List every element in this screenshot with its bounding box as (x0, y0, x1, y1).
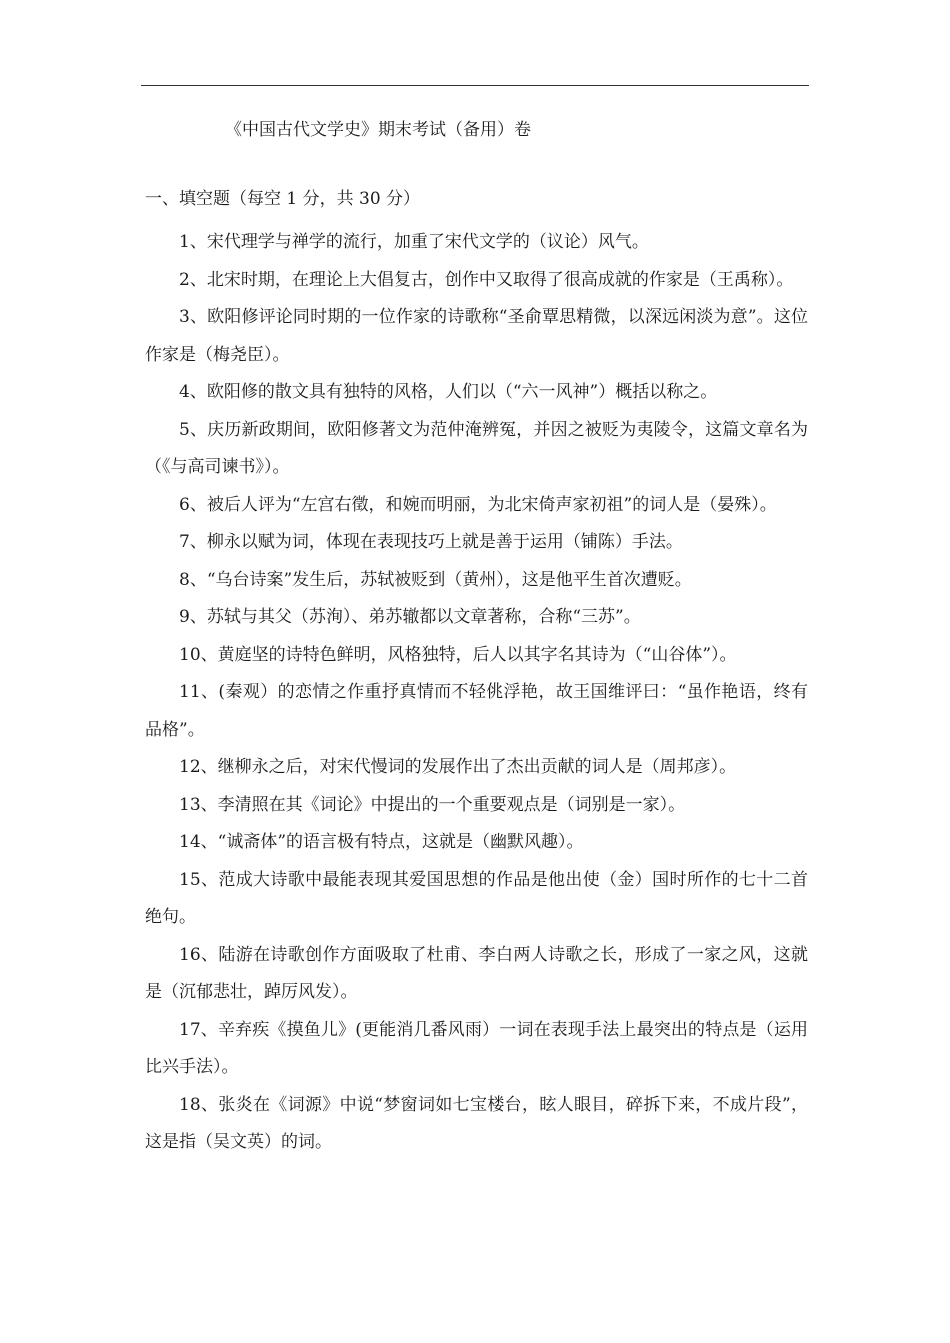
document-title: 《中国古代文学史》期末考试（备用）卷 (225, 120, 531, 140)
question-item: 14、“诚斋体”的语言极有特点，这就是（幽默风趣）。 (179, 832, 584, 852)
question-item: 2、北宋时期，在理论上大倡复古，创作中又取得了很高成就的作家是（王禹称）。 (179, 269, 794, 290)
question-item: 3、欧阳修评论同时期的一位作家的诗歌称“圣俞覃思精微，以深远闲淡为意”。这位作家是（梅尧臣）。 (145, 307, 808, 365)
question-item: 1、宋代理学与禅学的流行，加重了宋代文学的（议论）风气。 (179, 232, 649, 252)
question-item: 8、“乌台诗案”发生后，苏轼被贬到（黄州），这是他平生首次遭贬。 (179, 569, 692, 590)
question-item: 16、陆游在诗歌创作方面吸取了杜甫、李白两人诗歌之长，形成了一家之风，这就是（沉郁悲壮，踔厉风发）。 (145, 944, 808, 1002)
question-item: 18、张炎在《词源》中说“梦窗词如七宝楼台，眩人眼目，碎拆下来，不成片段”，这是指（吴文英）的词。 (145, 1094, 808, 1152)
question-item: 17、辛弃疾《摸鱼儿》(更能消几番风雨）一词在表现手法上最突出的特点是（运用比兴手法）。 (145, 1019, 808, 1077)
question-item: 5、庆历新政期间，欧阳修著文为范仲淹辨冤，并因之被贬为夷陵令，这篇文章名为（《与高司谏书》）。 (145, 419, 808, 477)
section-heading: 一、填空题（每空 1 分，共 30 分） (145, 189, 421, 209)
question-item: 11、(秦观）的恋情之作重抒真情而不轻佻浮艳，故王国维评曰：“虽作艳语，终有品格”。 (145, 682, 808, 740)
question-item: 12、继柳永之后，对宋代慢词的发展作出了杰出贡献的词人是（周邦彦）。 (179, 757, 737, 777)
question-item: 13、李清照在其《词论》中提出的一个重要观点是（词别是一家）。 (179, 794, 686, 815)
question-item: 7、柳永以赋为词，体现在表现技巧上就是善于运用（铺陈）手法。 (179, 532, 683, 552)
question-item: 15、范成大诗歌中最能表现其爱国思想的作品是他出使（金）国时所作的七十二首绝句。 (145, 869, 808, 927)
header-rule (141, 85, 809, 86)
question-item: 4、欧阳修的散文具有独特的风格，人们以（“六一风神”）概括以称之。 (179, 382, 718, 402)
question-item: 9、苏轼与其父（苏洵）、弟苏辙都以文章著称，合称“三苏”。 (179, 607, 641, 627)
question-item: 6、被后人评为“左宫右徵，和婉而明丽，为北宋倚声家初祖”的词人是（晏殊）。 (179, 494, 777, 515)
question-item: 10、黄庭坚的诗特色鲜明，风格独特，后人以其字名其诗为（“山谷体”）。 (179, 644, 737, 665)
question-list (145, 224, 808, 1162)
